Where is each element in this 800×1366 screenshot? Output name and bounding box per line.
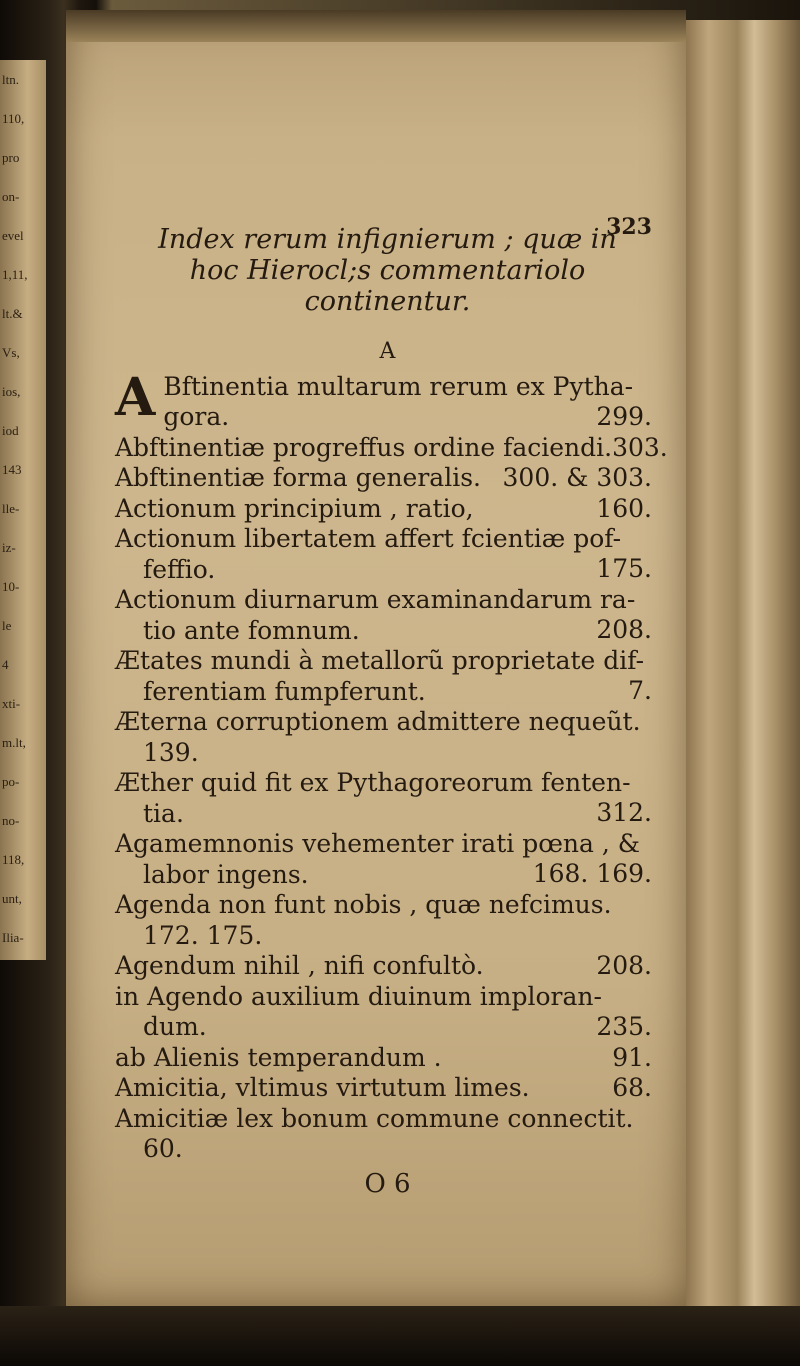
drop-cap: A	[115, 366, 156, 428]
fragment: iz-	[2, 540, 16, 555]
index-entry	[115, 585, 660, 646]
entry-page-ref: 160.	[596, 493, 652, 523]
entry-line: dum.	[143, 1012, 207, 1041]
entry-line: Agenda non funt nobis , quæ nefcimus.	[115, 890, 612, 919]
entry-line: Actionum principium , ratio,	[115, 493, 474, 523]
entry-line: Bftinentia multarum rerum ex Pytha-	[163, 371, 634, 401]
fragment: lt.&	[2, 306, 23, 321]
fragment: m.lt,	[2, 735, 26, 750]
fragment: pro	[2, 150, 20, 165]
entry-line: Agendum nihil , nifi confultò.	[115, 951, 484, 980]
index-entry	[115, 494, 660, 525]
catchword: O 6	[364, 1168, 411, 1199]
entry-line: gora.	[163, 402, 230, 431]
page-top-shadow	[66, 10, 686, 42]
fragment: lle-	[2, 501, 20, 516]
fragment: no-	[2, 813, 20, 828]
fragment: Ilia-	[2, 930, 24, 945]
entry-page-ref: 235.	[596, 1011, 652, 1041]
entry-page-ref: 91.	[612, 1042, 652, 1072]
index-entry	[115, 1104, 660, 1165]
entry-page-ref: 175.	[596, 554, 652, 583]
index-entry	[115, 463, 660, 494]
entry-page-ref: 312.	[596, 798, 652, 827]
title-line: Index rerum infignierum ; quæ in	[158, 224, 617, 255]
entry-line: Æther quid fit ex Pythagoreorum fenten-	[115, 768, 631, 797]
index-entry	[115, 646, 660, 707]
index-entry	[115, 829, 660, 890]
index-entry	[115, 432, 668, 464]
entry-page-ref: 299.	[596, 401, 652, 431]
entry-line: Abftinentiæ forma generalis.	[115, 463, 481, 492]
title-line: continentur.	[304, 286, 471, 317]
fragment: unt,	[2, 891, 22, 906]
fragment: 4	[2, 657, 9, 672]
page-stack-edge	[686, 20, 800, 1310]
fragment: 10-	[2, 579, 20, 594]
entry-line: Æterna corruptionem admittere nequeũt.	[115, 707, 641, 736]
index-entry	[115, 707, 660, 768]
entry-line: 60.	[143, 1134, 183, 1163]
entry-page-ref: 168. 169.	[532, 859, 652, 888]
fragment: iod	[2, 423, 19, 438]
fragment: 143	[2, 462, 22, 477]
entry-line: feffio.	[143, 554, 216, 584]
fragment: 118,	[2, 852, 25, 867]
entry-line: Ætates mundi à metallorũ proprietate dif-	[115, 646, 645, 675]
entry-line: labor ingens.	[143, 859, 309, 889]
fragment: evel	[2, 228, 24, 243]
entry-line: tio ante fomnum.	[143, 615, 360, 645]
fragment: on-	[2, 189, 20, 204]
index-entry	[115, 890, 660, 951]
bottom-shadow	[0, 1306, 800, 1366]
index-entry	[115, 768, 660, 829]
entry-line: Abftinentiæ progreffus ordine faciendi.303.	[115, 432, 668, 462]
entry-page-ref: 208.	[596, 615, 652, 644]
entry-line: Amicitia, vltimus virtutum limes.	[115, 1073, 530, 1102]
index-entry	[115, 524, 660, 585]
entry-page-ref: 68.	[612, 1073, 652, 1102]
title-line: hoc Hierocl;s commentariolo	[189, 255, 586, 286]
index-entry	[115, 951, 660, 982]
fragment: Vs,	[2, 345, 20, 360]
index-entry	[115, 366, 660, 433]
entry-page-ref: 208.	[596, 951, 652, 980]
fragment: xti-	[2, 696, 21, 711]
index-entry	[115, 1073, 660, 1104]
fragment: le	[2, 618, 12, 633]
entry-page-ref: 7.	[628, 676, 652, 705]
entry-line: Amicitiæ lex bonum commune connectit.	[115, 1103, 634, 1133]
entry-line: in Agendo auxilium diuinum imploran-	[115, 981, 602, 1011]
fragment: ltn.	[2, 72, 19, 87]
entry-line: 139.	[143, 737, 199, 767]
entry-line: tia.	[143, 798, 184, 828]
entry-page-ref: 300. & 303.	[502, 463, 652, 492]
entry-line: ferentiam fumpferunt.	[143, 676, 426, 706]
entry-line: Agamemnonis vehementer irati pœna , &	[115, 829, 641, 858]
fragment: 1,11,	[2, 267, 28, 282]
entry-line: ab Alienis temperandum .	[115, 1042, 442, 1072]
index-content	[115, 212, 668, 1199]
entry-line: 172. 175.	[143, 920, 263, 950]
fragment: ios,	[2, 384, 21, 399]
entry-line: Actionum diurnarum examinandarum ra-	[115, 585, 636, 614]
index-entry	[115, 1043, 660, 1074]
fragment: po-	[2, 774, 20, 789]
page-number: 323	[606, 214, 652, 240]
index-entry	[115, 982, 660, 1043]
fragment: 110,	[2, 111, 25, 126]
previous-page-edge	[0, 60, 46, 960]
entry-line: Actionum libertatem affert fcientiæ pof-	[115, 524, 622, 553]
section-letter: A	[379, 339, 396, 364]
